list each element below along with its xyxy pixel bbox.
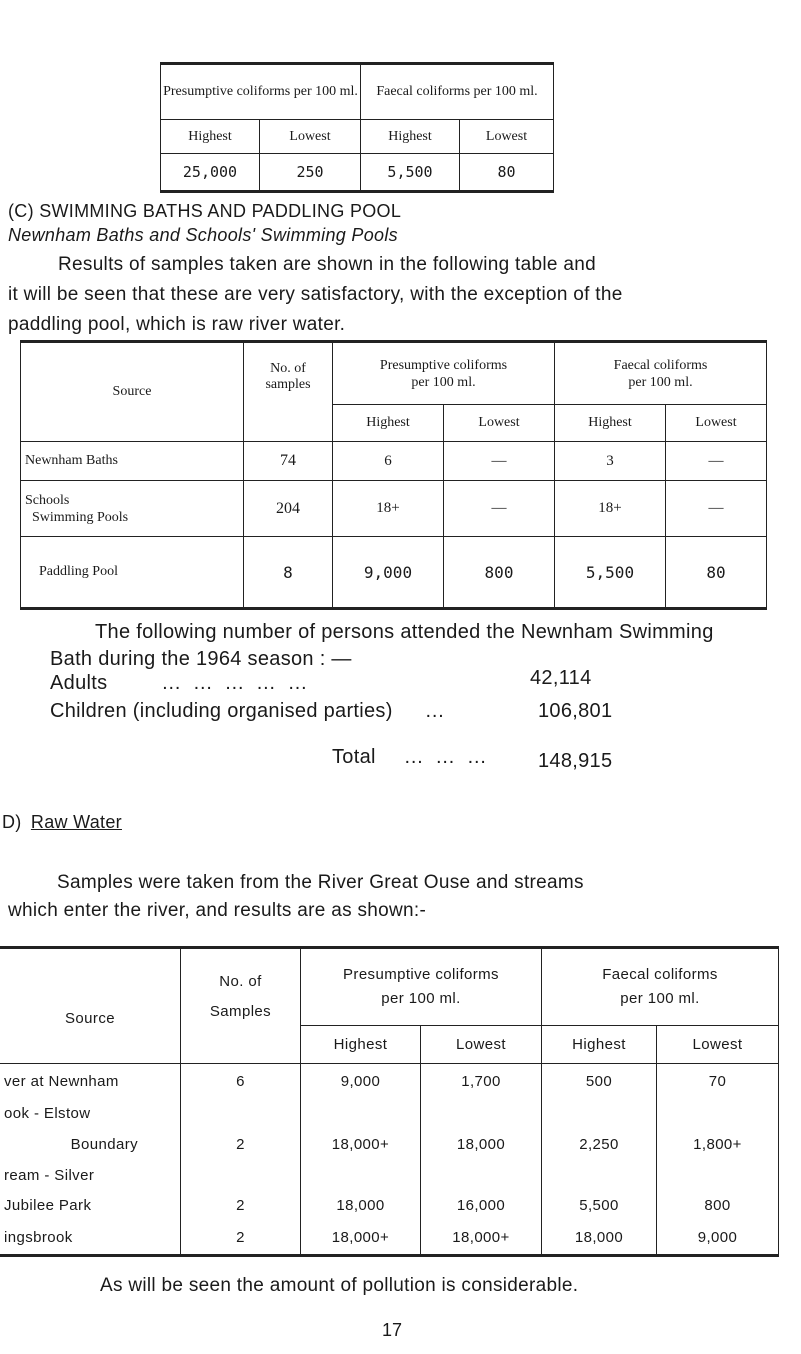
table-d-source-cell: ook - Elstow: [0, 1100, 181, 1128]
leader-dots: …: [424, 700, 445, 722]
table-row: [0, 1064, 779, 1100]
table-d-samples-cell: [181, 1162, 301, 1190]
table-c-value-cell: 5,500: [555, 537, 666, 609]
section-c-para-line1: Results of samples taken are shown in the following table and: [58, 254, 596, 275]
table-d-value-cell: 500: [542, 1064, 657, 1100]
table-d-presumptive-header: Presumptive coliforms per 100 ml.: [301, 948, 542, 1026]
table-d-value-cell: [657, 1162, 779, 1190]
table-c-value-cell: 6: [333, 442, 444, 481]
footer-note: As will be seen the amount of pollution is considerable.: [100, 1275, 579, 1296]
table-c-sub-highest-1: Highest: [333, 405, 444, 442]
table-c-value-cell: 3: [555, 442, 666, 481]
table-c-value-cell: 18+: [333, 481, 444, 537]
table-d-source-cell: ingsbrook: [0, 1222, 181, 1256]
table-d-value-cell: [542, 1100, 657, 1128]
table-c-sub-highest-2: Highest: [555, 405, 666, 442]
top-sub-highest-2: Highest: [361, 120, 460, 154]
table-row: [0, 1190, 779, 1222]
section-d-title: Raw Water: [30, 812, 122, 832]
table-d-source-cell: Jubilee Park: [0, 1190, 181, 1222]
section-d-heading: [2, 812, 122, 833]
table-d-samples-header: No. of Samples: [181, 948, 301, 1064]
table-d-sub-lowest-1: Lowest: [421, 1026, 542, 1064]
table-c-value-cell: 80: [666, 537, 767, 609]
table-d-sub-lowest-2: Lowest: [657, 1026, 779, 1064]
table-c-value-cell: —: [444, 442, 555, 481]
table-d-value-cell: [301, 1100, 421, 1128]
table-d-samples-cell: [181, 1100, 301, 1128]
table-d-samples-cell: 2: [181, 1128, 301, 1162]
table-d-value-cell: 2,250: [542, 1128, 657, 1162]
table-row: [0, 1128, 779, 1162]
table-d-value-cell: 18,000+: [301, 1128, 421, 1162]
table-c-source-cell: Schools Swimming Pools: [21, 481, 244, 537]
page-number: 17: [382, 1320, 403, 1340]
table-d-value-cell: [542, 1162, 657, 1190]
table-d-samples-cell: 2: [181, 1222, 301, 1256]
top-sub-highest-1: Highest: [161, 120, 260, 154]
table-d-source-cell: Boundary: [0, 1128, 181, 1162]
table-c-faecal-header: Faecal coliforms per 100 ml.: [555, 342, 767, 405]
leader-dots: … … … … …: [161, 672, 311, 694]
table-d-value-cell: 18,000+: [301, 1222, 421, 1256]
table-row: [21, 481, 767, 537]
top-value-3: 5,500: [361, 154, 460, 192]
table-c-sub-lowest-1: Lowest: [444, 405, 555, 442]
table-d-source-cell: ream - Silver: [0, 1162, 181, 1190]
table-row: [21, 537, 767, 609]
top-sub-lowest-2: Lowest: [460, 120, 554, 154]
section-c-para-line3: paddling pool, which is raw river water.: [8, 314, 346, 335]
table-d-value-cell: [421, 1162, 542, 1190]
table-c-samples-cell: 8: [244, 537, 333, 609]
total-label: Total: [332, 746, 376, 768]
table-c-source-cell: Paddling Pool: [21, 537, 244, 609]
table-d-samples-cell: 2: [181, 1190, 301, 1222]
swimming-results-table: [20, 340, 767, 610]
top-coliform-table: [160, 62, 554, 193]
section-c-subheading: Newnham Baths and Schools' Swimming Pools: [8, 225, 398, 245]
section-d-para-line2: which enter the river, and results are as shown:-: [8, 900, 427, 921]
table-c-sub-lowest-2: Lowest: [666, 405, 767, 442]
section-c-heading: (C) SWIMMING BATHS AND PADDLING POOL: [8, 201, 402, 221]
raw-water-table: [0, 946, 779, 1257]
table-c-value-cell: —: [666, 481, 767, 537]
table-c-value-cell: 800: [444, 537, 555, 609]
table-d-value-cell: 18,000: [542, 1222, 657, 1256]
table-row: [0, 1222, 779, 1256]
table-d-value-cell: 5,500: [542, 1190, 657, 1222]
table-d-faecal-header: Faecal coliforms per 100 ml.: [542, 948, 779, 1026]
top-presumptive-header: Presumptive coliforms per 100 ml.: [161, 64, 361, 120]
table-c-value-cell: 18+: [555, 481, 666, 537]
table-d-sub-highest-2: Highest: [542, 1026, 657, 1064]
table-d-value-cell: 9,000: [657, 1222, 779, 1256]
adults-value: 42,114: [530, 667, 592, 689]
table-d-value-cell: 18,000: [301, 1190, 421, 1222]
table-d-value-cell: 70: [657, 1064, 779, 1100]
table-d-source-cell: ver at Newnham: [0, 1064, 181, 1100]
total-row: [332, 746, 490, 769]
section-d-prefix: D): [2, 812, 22, 832]
table-d-value-cell: [421, 1100, 542, 1128]
section-d-para-line1: Samples were taken from the River Great Ouse and streams: [57, 872, 584, 893]
top-value-4: 80: [460, 154, 554, 192]
top-faecal-header: Faecal coliforms per 100 ml.: [361, 64, 554, 120]
table-c-samples-cell: 74: [244, 442, 333, 481]
section-c-para-line2: it will be seen that these are very satisfactory, with the exception of the: [8, 284, 623, 305]
table-d-value-cell: 9,000: [301, 1064, 421, 1100]
table-d-value-cell: 18,000: [421, 1128, 542, 1162]
table-row: [21, 442, 767, 481]
adults-label: Adults: [50, 672, 108, 694]
adults-row: [50, 672, 310, 695]
children-label: Children (including organised parties): [50, 700, 393, 722]
table-c-value-cell: 9,000: [333, 537, 444, 609]
attendance-line1: The following number of persons attended the Newnham Swimming: [95, 621, 714, 643]
table-d-value-cell: 1,700: [421, 1064, 542, 1100]
table-c-source-cell: Newnham Baths: [21, 442, 244, 481]
table-row: [0, 1100, 779, 1128]
children-value: 106,801: [538, 700, 613, 722]
leader-dots: … … …: [403, 746, 490, 768]
table-d-value-cell: 16,000: [421, 1190, 542, 1222]
table-d-samples-cell: 6: [181, 1064, 301, 1100]
top-value-1: 25,000: [161, 154, 260, 192]
table-row: [0, 1162, 779, 1190]
children-row: [50, 700, 445, 723]
table-d-sub-highest-1: Highest: [301, 1026, 421, 1064]
table-c-source-header: Source: [21, 342, 244, 442]
table-c-presumptive-header: Presumptive coliforms per 100 ml.: [333, 342, 555, 405]
attendance-line2: Bath during the 1964 season : —: [50, 648, 352, 670]
top-sub-lowest-1: Lowest: [260, 120, 361, 154]
table-c-value-cell: —: [666, 442, 767, 481]
total-value: 148,915: [538, 750, 613, 772]
table-d-value-cell: 18,000+: [421, 1222, 542, 1256]
table-c-value-cell: —: [444, 481, 555, 537]
table-d-value-cell: [657, 1100, 779, 1128]
table-d-value-cell: [301, 1162, 421, 1190]
table-c-samples-header: No. of samples: [244, 342, 333, 442]
table-d-value-cell: 800: [657, 1190, 779, 1222]
table-d-source-header: Source: [0, 948, 181, 1064]
table-c-samples-cell: 204: [244, 481, 333, 537]
table-d-value-cell: 1,800+: [657, 1128, 779, 1162]
top-value-2: 250: [260, 154, 361, 192]
